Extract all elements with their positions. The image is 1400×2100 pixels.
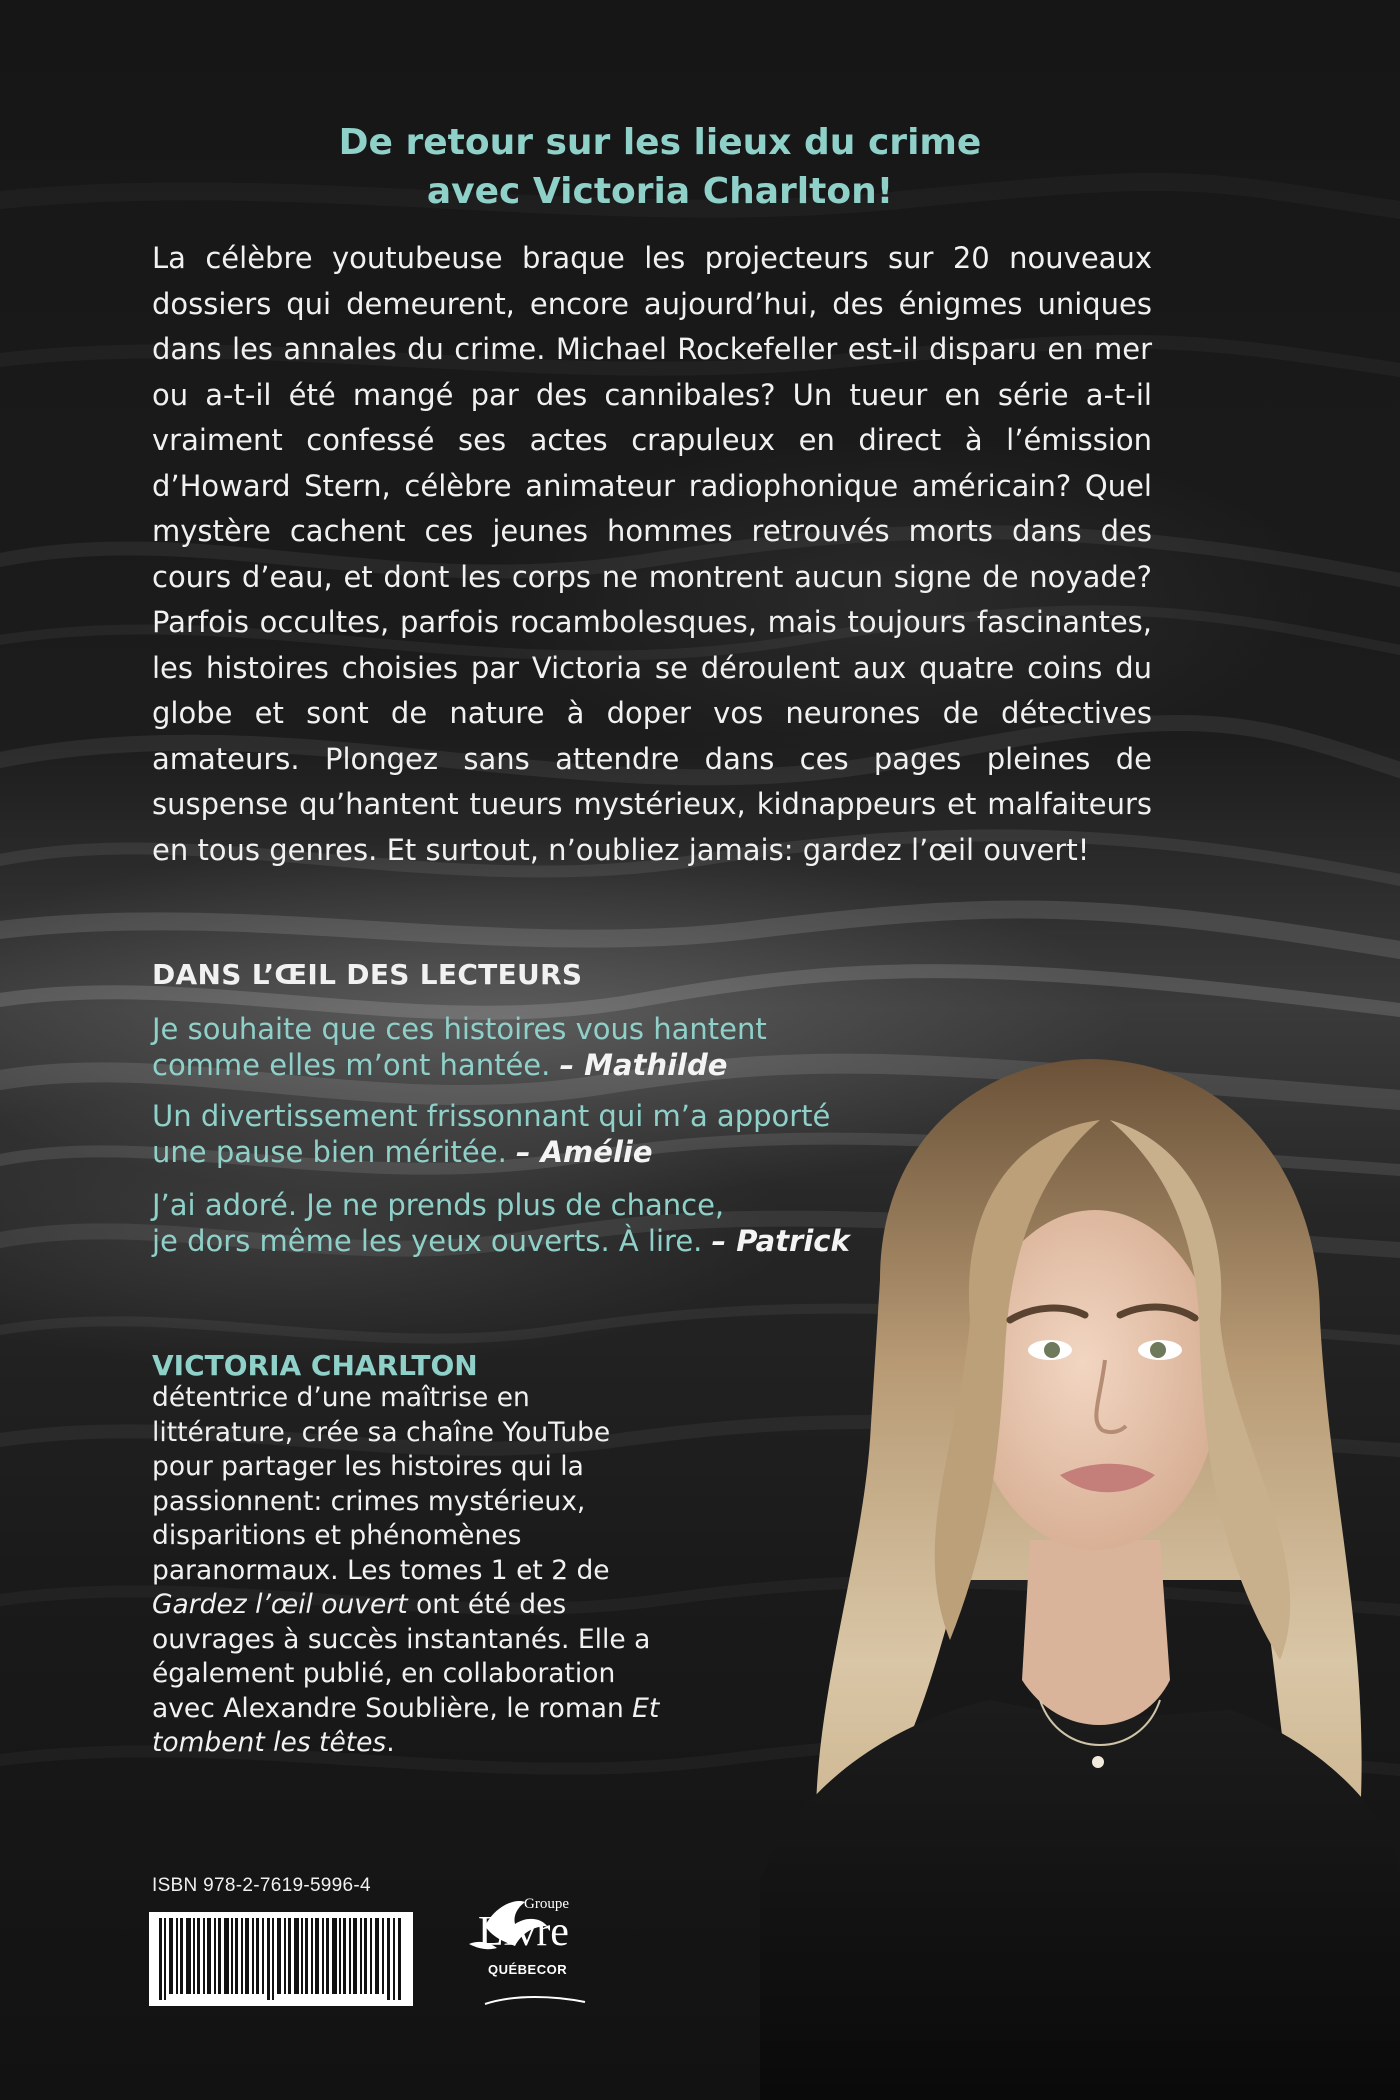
headline-line-1: De retour sur les lieux du crime [338,122,982,163]
bio-text: ont été des ouvrages à succès instantanés. Elle a également publié, en collaboration avec Alexandre Soublière, le roman [152,1589,651,1724]
description-paragraph: La célèbre youtubeuse braque les projecteurs sur 20 nouveaux dossiers qui demeurent, encore aujourd’hui, des énigmes uniques dans les annales du crime. Michael Rockefeller est-il disparu en mer ou a-t-il été mangé par des cannibales? Un tueur en série a-t-il vraiment confessé ses actes crapuleux en direct à l’émission d’Howard Stern, célèbre animateur radiophonique américain? Quel mystère cachent ces jeunes hommes retrouvés morts dans des cours d’eau, et dont les corps ne montrent aucun signe de noyade? Parfois occultes, parfois rocambolesques, mais toujours fascinantes, les histoires choisies par Victoria se déroulent aux quatre coins du globe et sont de nature à doper vos neurones de détectives amateurs. Plongez sans attendre dans ces pages pleines de suspense qu’hantent tueurs mystérieux, kidnappeurs et malfaiteurs en tous genres. Et surtout, n’oubliez jamais: gardez l’œil ouvert! [152,241,1152,867]
quote-line: une pause bien méritée. [152,1135,507,1169]
barcode-icon [149,1912,413,2006]
quote-line: Un divertissement frissonnant qui m’a apporté [152,1099,831,1133]
quote-line: Je souhaite que ces histoires vous hantent [152,1012,767,1046]
readers-heading: DANS L’ŒIL DES LECTEURS [152,958,583,991]
author-name: VICTORIA CHARLTON [152,1349,478,1382]
quote-line: J’ai adoré. Je ne prends plus de chance, [152,1188,725,1222]
quote-author: – Amélie [516,1135,653,1169]
headline [250,118,1070,216]
publisher-livre: Livre [478,1909,569,1955]
author-portrait [760,1020,1400,2100]
author-bio [152,1381,672,1761]
headline-line-2: avec Victoria Charlton! [426,171,894,212]
isbn-label: ISBN 978-2-7619-5996-4 [152,1875,371,1896]
publisher-quebecor: QUÉBECOR [488,1962,568,1977]
quote-author: – Mathilde [559,1048,728,1082]
bio-book-title: Gardez l’œil ouvert [152,1589,408,1620]
quote-line: je dors même les yeux ouverts. À lire. [152,1224,703,1258]
publisher-groupe: Groupe [524,1896,569,1912]
bio-text: détentrice d’une maîtrise en littérature, crée sa chaîne YouTube pour partager les histoires qui la passionnent: crimes mystérieux, disparitions et phénomènes paranormaux. Les tomes 1 et 2 de [152,1382,611,1586]
quote-line: comme elles m’ont hantée. [152,1048,551,1082]
quote-author: – Patrick [711,1224,850,1258]
bio-book-title: Et tombent les têtes [152,1692,660,1758]
bio-text: . [386,1727,395,1758]
